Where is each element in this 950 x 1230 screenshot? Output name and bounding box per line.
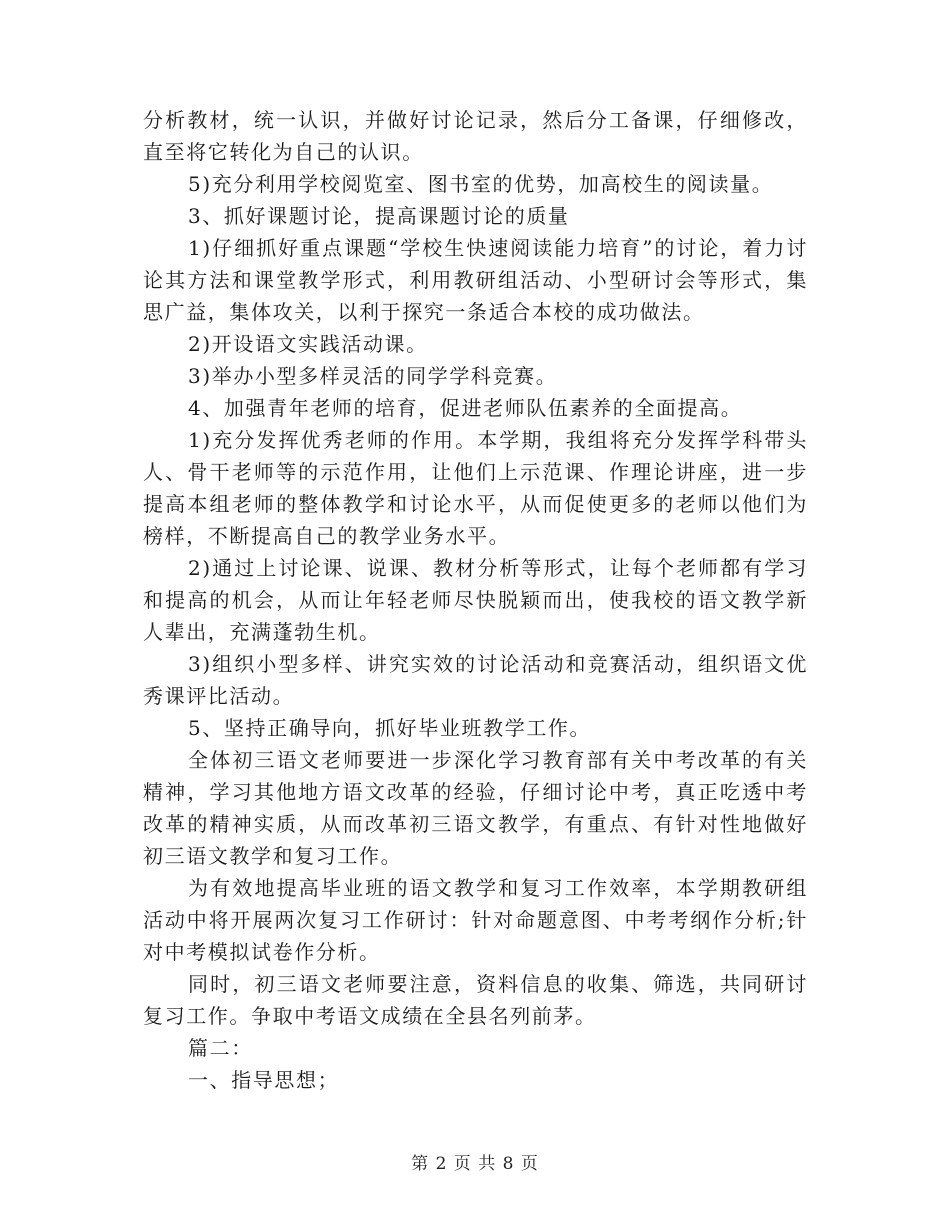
paragraph: 5)充分利用学校阅览室、图书室的优势，加高校生的阅读量。 <box>188 172 774 196</box>
section-heading: 3、抓好课题讨论，提高课题讨论的质量 <box>188 204 570 228</box>
paragraph: 1)充分发挥优秀老师的作用。本学期，我组将充分发挥学科带头人、骨干老师等的示范作用，让他们上示范课、作理论讲座，进一步提高本组老师的整体教学和讨论水平，从而促使更多的老师以他们为榜样，不断提高自己的教学业务水平。 <box>143 428 808 548</box>
section-heading: 一、指导思想； <box>188 1068 340 1092</box>
document-body <box>143 104 808 1096</box>
section-heading: 4、加强青年老师的培育，促进老师队伍素养的全面提高。 <box>188 396 743 420</box>
paragraph: 分析教材，统一认识，并做好讨论记录，然后分工备课，仔细修改，直至将它转化为自己的认识。 <box>143 108 808 164</box>
paragraph: 同时，初三语文老师要注意，资料信息的收集、筛选，共同研讨复习工作。争取中考语文成绩在全县名列前茅。 <box>143 972 808 1028</box>
paragraph: 为有效地提高毕业班的语文教学和复习工作效率，本学期教研组活动中将开展两次复习工作研讨：针对命题意图、中考考纲作分析;针对中考模拟试卷作分析。 <box>143 876 808 964</box>
paragraph: 3)组织小型多样、讲究实效的讨论活动和竞赛活动，组织语文优秀课评比活动。 <box>143 652 808 708</box>
paragraph: 1)仔细抓好重点课题“学校生快速阅读能力培育”的讨论，着力讨论其方法和课堂教学形式，利用教研组活动、小型研讨会等形式，集思广益，集体攻关，以利于探究一条适合本校的成功做法。 <box>143 236 808 324</box>
paragraph: 2)开设语文实践活动课。 <box>188 332 428 356</box>
paragraph: 全体初三语文老师要进一步深化学习教育部有关中考改革的有关精神，学习其他地方语文改革的经验，仔细讨论中考，真正吃透中考改革的精神实质，从而改革初三语文教学，有重点、有针对性地做好初三语文教学和复习工作。 <box>143 748 808 868</box>
page-number-footer: 第 2 页 共 8 页 <box>411 1154 539 1174</box>
part-heading: 篇二： <box>188 1036 253 1060</box>
paragraph: 3)举办小型多样灵活的同学学科竞赛。 <box>188 364 558 388</box>
paragraph: 2)通过上讨论课、说课、教材分析等形式，让每个老师都有学习和提高的机会，从而让年轻老师尽快脱颖而出，使我校的语文教学新人辈出，充满蓬勃生机。 <box>143 556 808 644</box>
section-heading: 5、坚持正确导向，抓好毕业班教学工作。 <box>188 716 592 740</box>
